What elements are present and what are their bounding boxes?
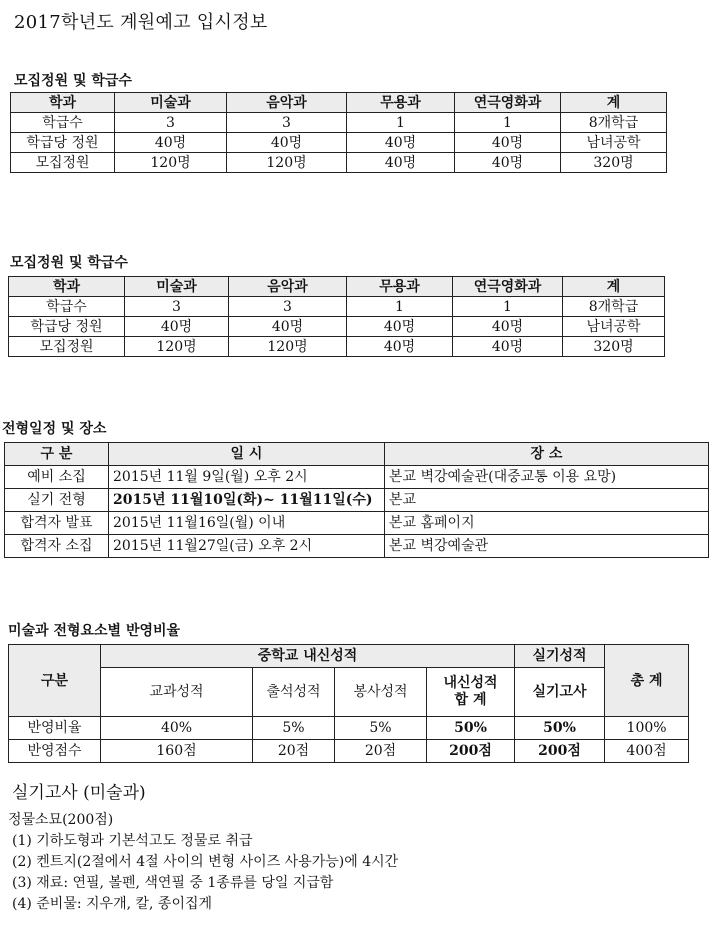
list-item: (2) 켄트지(2절에서 4절 사이의 변형 사이즈 사용가능)에 4시간	[12, 854, 399, 870]
schedule-table	[4, 442, 709, 558]
ratio-heading: 미술과 전형요소별 반영비율	[8, 623, 181, 639]
table-row	[5, 535, 709, 558]
table-cell: 120명	[125, 337, 229, 357]
table-row	[5, 489, 709, 512]
table-cell: 40명	[347, 317, 453, 337]
table-cell: 본교 벽강예술관(대중교통 이용 요망)	[385, 466, 709, 489]
practical-subheading: 정물소묘(200점)	[8, 812, 114, 828]
header-cell: 학과	[11, 93, 115, 113]
table-header-row	[5, 443, 709, 466]
table-header-row	[9, 645, 689, 668]
quota-table-1	[10, 92, 667, 173]
table-cell: 1	[347, 113, 455, 133]
header-cell: 계	[563, 277, 665, 297]
quota-heading-2: 모집정원 및 학급수	[10, 255, 128, 271]
table-subheader-row	[9, 668, 689, 717]
practical-heading: 실기고사 (미술과)	[12, 783, 146, 803]
subheader-line: 합 계	[454, 692, 487, 708]
table-cell: 3	[125, 297, 229, 317]
header-cell: 학과	[9, 277, 125, 297]
header-cell: 구 분	[5, 443, 109, 466]
table-cell: 예비 소집	[5, 466, 109, 489]
header-cell: 무용과	[347, 277, 453, 297]
header-cell: 계	[561, 93, 667, 113]
table-cell: 40명	[347, 133, 455, 153]
header-cell: 미술과	[125, 277, 229, 297]
table-cell: 학급당 정원	[11, 133, 115, 153]
table-cell: 8개학급	[561, 113, 667, 133]
header-cell: 장 소	[385, 443, 709, 466]
subheader-cell: 출석성적	[253, 668, 335, 717]
table-cell: 40명	[227, 133, 347, 153]
page-title: 2017학년도 계원예고 입시정보	[14, 12, 268, 33]
schedule-heading: 전형일정 및 장소	[2, 421, 107, 437]
header-middle-school: 중학교 내신성적	[101, 645, 515, 668]
header-cell: 연극영화과	[455, 93, 561, 113]
header-practical: 실기성적	[515, 645, 605, 668]
table-cell: 8개학급	[563, 297, 665, 317]
table-cell: 40명	[125, 317, 229, 337]
table-cell: 120명	[115, 153, 227, 173]
header-cell: 음악과	[227, 93, 347, 113]
table-cell: 40명	[455, 153, 561, 173]
table-cell: 본교	[385, 489, 709, 512]
table-row	[11, 113, 667, 133]
table-cell: 실기 전형	[5, 489, 109, 512]
table-cell: 20점	[335, 740, 427, 763]
table-cell: 본교 홈페이지	[385, 512, 709, 535]
table-cell: 40명	[115, 133, 227, 153]
table-cell: 400점	[605, 740, 689, 763]
table-cell: 40명	[453, 317, 563, 337]
table-cell: 2015년 11월10일(화)~ 11월11일(수)	[109, 489, 385, 512]
table-cell: 1	[455, 113, 561, 133]
table-cell: 100%	[605, 717, 689, 740]
table-cell: 40명	[347, 153, 455, 173]
table-cell: 5%	[253, 717, 335, 740]
list-item: (3) 재료: 연필, 볼펜, 색연필 중 1종류를 당일 지급함	[12, 875, 334, 891]
ratio-table	[8, 644, 689, 763]
table-cell: 40%	[101, 717, 253, 740]
table-row	[11, 133, 667, 153]
subheader-line: 내신성적	[443, 675, 498, 691]
table-row	[9, 317, 665, 337]
table-cell: 합격자 발표	[5, 512, 109, 535]
table-cell: 200점	[427, 740, 515, 763]
table-cell: 120명	[227, 153, 347, 173]
table-row	[5, 512, 709, 535]
subheader-cell	[427, 668, 515, 717]
table-cell: 3	[115, 113, 227, 133]
quota-heading-1: 모집정원 및 학급수	[14, 73, 132, 89]
subheader-cell: 봉사성적	[335, 668, 427, 717]
table-cell: 40명	[453, 337, 563, 357]
list-item: (4) 준비물: 지우개, 칼, 종이집게	[12, 896, 213, 912]
header-total: 총 계	[605, 645, 689, 717]
table-cell: 모집정원	[11, 153, 115, 173]
table-cell: 모집정원	[9, 337, 125, 357]
table-header-row	[11, 93, 667, 113]
table-cell: 반영비율	[9, 717, 101, 740]
header-cell: 무용과	[347, 93, 455, 113]
table-cell: 학급수	[9, 297, 125, 317]
table-cell: 본교 벽강예술관	[385, 535, 709, 558]
table-cell: 320명	[561, 153, 667, 173]
table-cell: 학급당 정원	[9, 317, 125, 337]
table-cell: 3	[229, 297, 347, 317]
table-header-row	[9, 277, 665, 297]
subheader-cell: 실기고사	[515, 668, 605, 717]
table-cell: 120명	[229, 337, 347, 357]
table-cell: 160점	[101, 740, 253, 763]
table-cell: 50%	[427, 717, 515, 740]
table-cell: 합격자 소집	[5, 535, 109, 558]
table-row	[9, 740, 689, 763]
table-cell: 남녀공학	[561, 133, 667, 153]
header-cell: 미술과	[115, 93, 227, 113]
table-row	[9, 337, 665, 357]
quota-table-2	[8, 276, 665, 357]
table-cell: 1	[347, 297, 453, 317]
table-cell: 3	[227, 113, 347, 133]
table-cell: 2015년 11월 9일(월) 오후 2시	[109, 466, 385, 489]
table-cell: 1	[453, 297, 563, 317]
table-cell: 40명	[347, 337, 453, 357]
table-cell: 남녀공학	[563, 317, 665, 337]
list-item: (1) 기하도형과 기본석고도 정물로 취급	[12, 833, 253, 849]
table-cell: 반영점수	[9, 740, 101, 763]
table-row	[9, 717, 689, 740]
table-cell: 320명	[563, 337, 665, 357]
table-cell: 20점	[253, 740, 335, 763]
table-cell: 2015년 11월27일(금) 오후 2시	[109, 535, 385, 558]
table-row	[11, 153, 667, 173]
table-cell: 200점	[515, 740, 605, 763]
table-cell: 40명	[455, 133, 561, 153]
practical-notes	[8, 810, 398, 915]
header-cell: 연극영화과	[453, 277, 563, 297]
table-cell: 학급수	[11, 113, 115, 133]
table-row	[9, 297, 665, 317]
subheader-cell: 교과성적	[101, 668, 253, 717]
header-cell: 일 시	[109, 443, 385, 466]
table-row	[5, 466, 709, 489]
table-cell: 2015년 11월16일(월) 이내	[109, 512, 385, 535]
header-cell: 음악과	[229, 277, 347, 297]
table-cell: 5%	[335, 717, 427, 740]
table-cell: 50%	[515, 717, 605, 740]
table-cell: 40명	[229, 317, 347, 337]
header-category: 구분	[9, 645, 101, 717]
